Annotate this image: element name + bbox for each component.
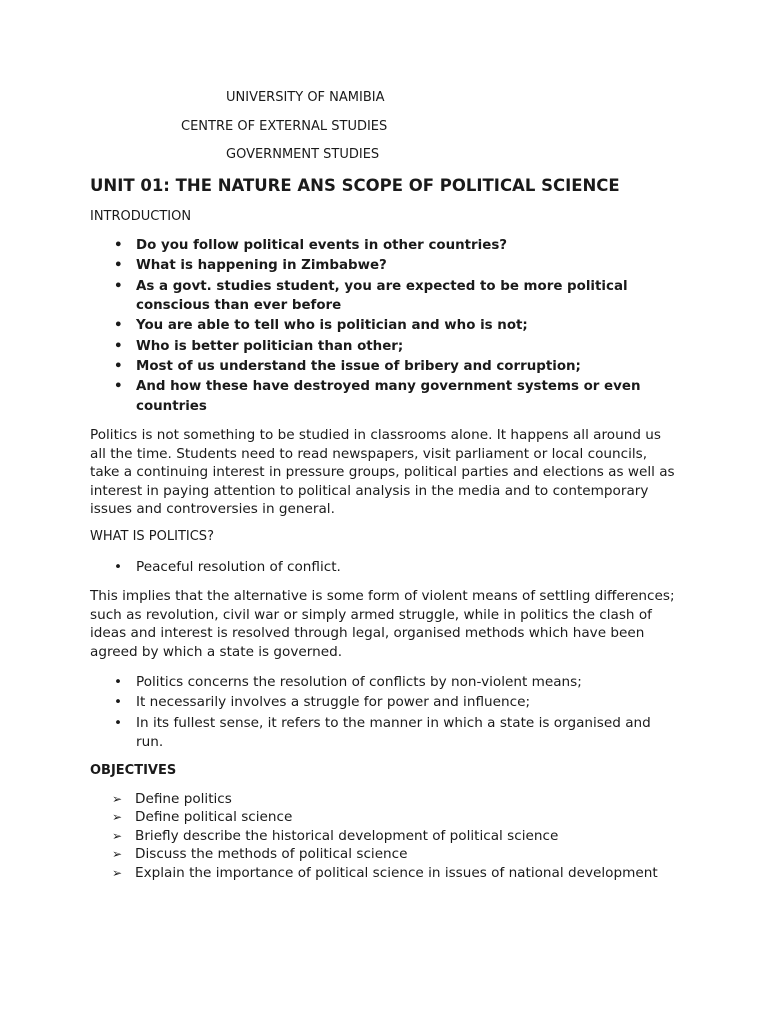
bullet-icon: • xyxy=(114,358,123,374)
introduction-heading: INTRODUCTION xyxy=(90,209,192,224)
list-item: • Do you follow political events in other countries? xyxy=(90,236,680,256)
list-item: • As a govt. studies student, you are expected to be more political conscious than ever before xyxy=(114,278,628,314)
introduction-bullet-list xyxy=(90,236,680,417)
list-item: • You are able to tell who is politician and who is not; xyxy=(90,316,680,336)
arrow-icon: ➢ xyxy=(112,828,123,843)
bullet-icon: • xyxy=(114,238,123,253)
list-item: • And how these have destroyed many government systems or even countries xyxy=(114,379,641,414)
list-item: • Most of us understand the issue of bribery and corruption; xyxy=(90,357,680,377)
bullet-icon: • xyxy=(114,338,123,354)
list-item: • Who is better politician than other; xyxy=(90,337,680,357)
list-item: • What is happening in Zimbabwe? xyxy=(90,256,680,276)
university-name: UNIVERSITY OF NAMIBIA xyxy=(226,90,385,105)
objectives-heading: OBJECTIVES xyxy=(90,763,177,778)
definition-bullet-list xyxy=(90,558,680,578)
arrow-icon: ➢ xyxy=(112,810,123,825)
bullet-icon: • xyxy=(114,379,123,395)
list-item: • It necessarily involves a struggle for power and influence; xyxy=(90,693,680,713)
subject-name: GOVERNMENT STUDIES xyxy=(226,147,380,162)
list-item: ➢ Explain the importance of political science in issues of national development xyxy=(112,864,658,881)
bullet-icon: • xyxy=(114,278,123,294)
politics-paragraph: This implies that the alternative is some form of violent means of settling differences; such as revolution, civil war or simply armed struggle, while in politics the clash of ideas and interest is resolved through legal, organised methods which have been agreed by which a state is governed. xyxy=(90,588,675,660)
list-item: • In its fullest sense, it refers to the manner in which a state is organised and run. xyxy=(114,714,651,751)
list-item: • Politics concerns the resolution of conflicts by non-violent means; xyxy=(90,673,680,693)
politics-bullet-list xyxy=(90,673,680,753)
bullet-icon: • xyxy=(114,694,123,711)
what-is-politics-heading: WHAT IS POLITICS? xyxy=(90,529,214,544)
bullet-icon: • xyxy=(114,559,123,575)
list-item: ➢ Briefly describe the historical development of political science xyxy=(112,827,559,844)
objectives-list xyxy=(90,790,690,882)
arrow-icon: ➢ xyxy=(112,847,123,862)
list-item: • Peaceful resolution of conflict. xyxy=(90,558,680,578)
bullet-icon: • xyxy=(114,258,123,274)
list-item: ➢ Define political science xyxy=(112,809,293,826)
bullet-icon: • xyxy=(114,674,123,690)
centre-name: CENTRE OF EXTERNAL STUDIES xyxy=(181,119,388,134)
introduction-paragraph: Politics is not something to be studied in classrooms alone. It happens all around us all the time. Students need to read newspapers, visit parliament or local councils, take a continuing interest in pressure groups, political parties and elections as well as interest in paying attention to political analysis in the media and to contemporary issues and controversies in general. xyxy=(90,427,675,518)
list-item: ➢ Define politics xyxy=(112,791,232,807)
list-item: ➢ Discuss the methods of political science xyxy=(112,846,408,863)
bullet-icon: • xyxy=(114,318,123,334)
unit-title: UNIT 01: THE NATURE ANS SCOPE OF POLITICAL SCIENCE xyxy=(90,176,620,195)
bullet-icon: • xyxy=(114,714,123,731)
arrow-icon: ➢ xyxy=(112,865,123,880)
arrow-icon: ➢ xyxy=(112,792,123,806)
